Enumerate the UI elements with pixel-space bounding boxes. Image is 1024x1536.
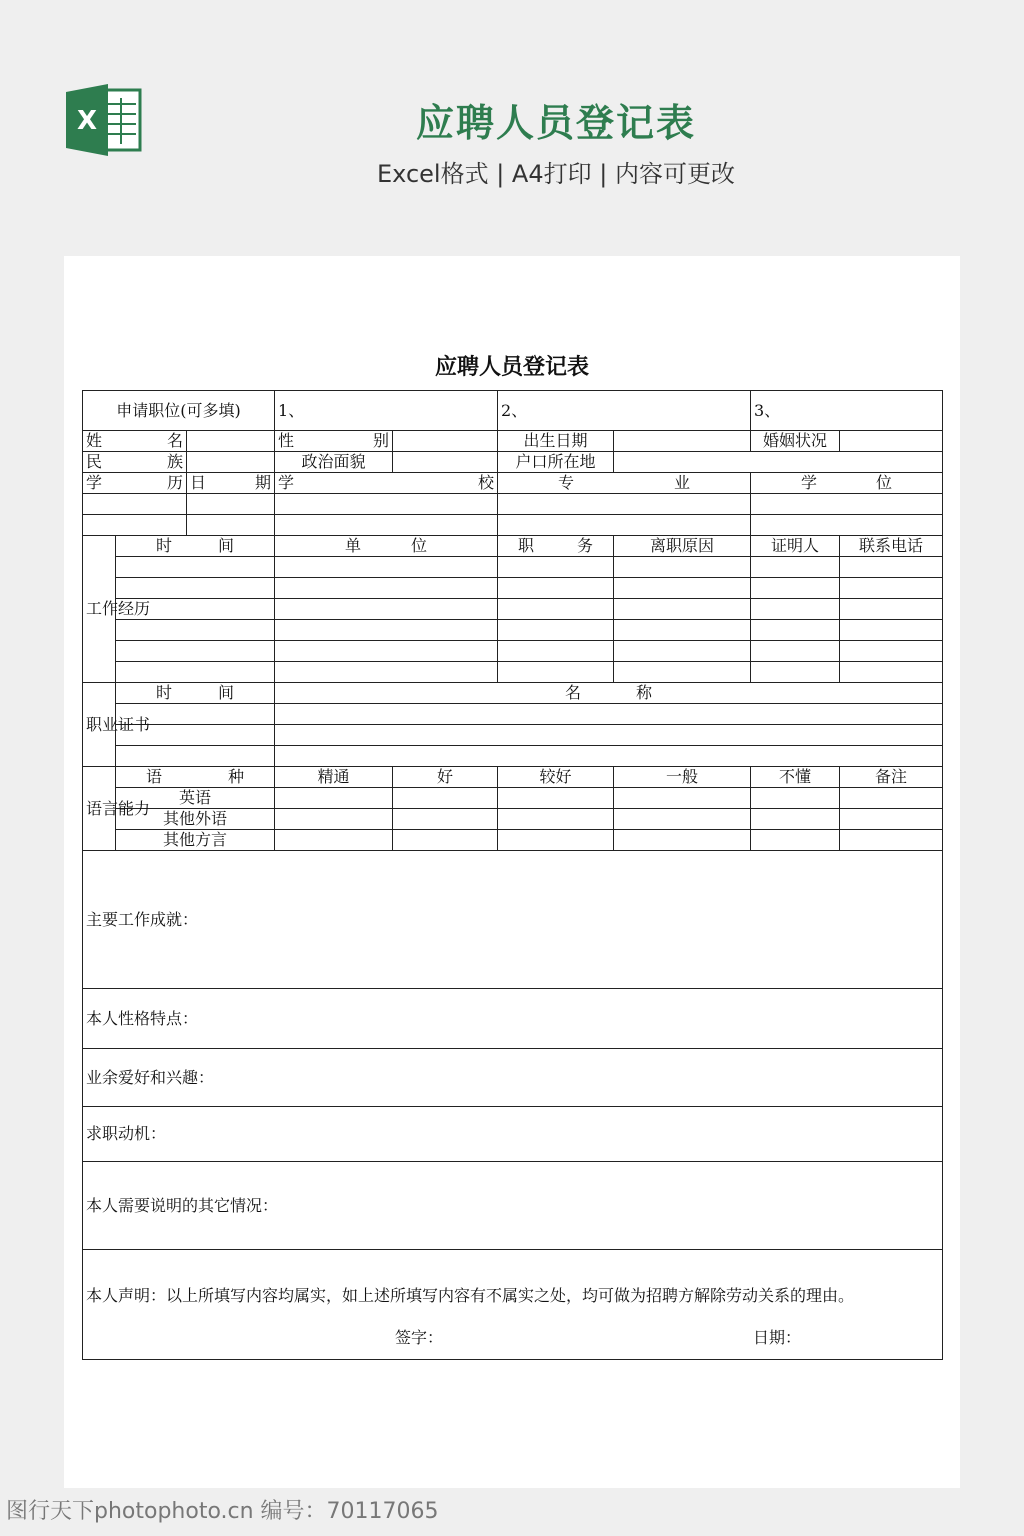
personality-label: 本人性格特点： xyxy=(86,1008,199,1028)
lang-type-header: 语种 xyxy=(116,767,275,788)
cert-section-label: 职业证书 xyxy=(83,683,116,767)
edu-title-header: 学位 xyxy=(751,473,943,494)
other-label: 本人需要说明的其它情况： xyxy=(86,1195,279,1215)
work-row xyxy=(83,578,943,599)
lang-general-header: 一般 xyxy=(614,767,751,788)
lang-row xyxy=(83,809,943,830)
personality-row xyxy=(83,989,943,1049)
cert-row xyxy=(83,725,943,746)
work-row xyxy=(83,641,943,662)
cert-name-header: 名称 xyxy=(275,683,943,704)
political-field[interactable] xyxy=(393,452,498,473)
other-row xyxy=(83,1162,943,1250)
ethnic-field[interactable] xyxy=(187,452,275,473)
birth-label: 出生日期 xyxy=(498,431,614,452)
personality-field[interactable] xyxy=(83,989,943,1049)
position-option-2[interactable]: 2、 xyxy=(498,391,751,431)
hukou-label: 户口所在地 xyxy=(498,452,614,473)
cert-time-header: 时间 xyxy=(116,683,275,704)
lang-good-header: 好 xyxy=(393,767,498,788)
declaration-text: 本人声明：以上所填写内容均属实，如上述所填写内容有不属实之处，均可做为招聘方解除劳动关系的理由。 xyxy=(86,1285,855,1305)
motivation-label: 求职动机： xyxy=(86,1124,167,1143)
page-subtitle: Excel格式 | A4打印 | 内容可更改 xyxy=(377,160,735,188)
major-header: 专业 xyxy=(498,473,751,494)
edu-date-header: 日期 xyxy=(187,473,275,494)
basic-row-2 xyxy=(83,452,943,473)
hobbies-label: 业余爱好和兴趣： xyxy=(86,1067,215,1087)
lang-row xyxy=(83,788,943,809)
lang-row-label: 英语 xyxy=(116,788,275,809)
gender-label: 性别 xyxy=(275,431,393,452)
page-header xyxy=(0,0,1024,240)
achievements-field[interactable] xyxy=(83,851,943,989)
work-row xyxy=(83,620,943,641)
lang-proficient-header: 精通 xyxy=(275,767,393,788)
motivation-row xyxy=(83,1107,943,1162)
marital-field[interactable] xyxy=(840,431,943,452)
work-unit-header: 单位 xyxy=(275,536,498,557)
lang-section-label: 语言能力 xyxy=(83,767,116,851)
lang-note-header: 备注 xyxy=(840,767,943,788)
work-time-header: 时间 xyxy=(116,536,275,557)
education-header xyxy=(83,473,943,494)
political-label: 政治面貌 xyxy=(275,452,393,473)
lang-row-label: 其他外语 xyxy=(116,809,275,830)
work-reason-header: 离职原因 xyxy=(614,536,751,557)
ethnic-label: 民族 xyxy=(83,452,187,473)
hobbies-field[interactable] xyxy=(83,1049,943,1107)
position-option-3[interactable]: 3、 xyxy=(751,391,943,431)
date-label[interactable]: 日期： xyxy=(753,1327,802,1347)
name-label: 姓名 xyxy=(83,431,187,452)
other-field[interactable] xyxy=(83,1162,943,1250)
hukou-field[interactable] xyxy=(614,452,943,473)
work-row xyxy=(83,557,943,578)
cert-row xyxy=(83,746,943,767)
form-title: 应聘人员登记表 xyxy=(434,354,589,380)
position-option-1[interactable]: 1、 xyxy=(275,391,498,431)
work-job-header: 职务 xyxy=(498,536,614,557)
work-phone-header: 联系电话 xyxy=(840,536,943,557)
achievements-label: 主要工作成就： xyxy=(86,909,199,929)
work-header xyxy=(83,536,943,557)
watermark: 图行天下photophoto.cn 编号：70117065 xyxy=(6,1499,439,1524)
sign-label[interactable]: 签字： xyxy=(394,1327,443,1347)
declaration-cell xyxy=(83,1250,943,1360)
education-row xyxy=(83,494,943,515)
lang-row-label: 其他方言 xyxy=(116,830,275,851)
hobbies-row xyxy=(83,1049,943,1107)
position-label: 申请职位(可多填) xyxy=(83,391,275,431)
marital-label: 婚姻状况 xyxy=(751,431,840,452)
page-title: 应聘人员登记表 xyxy=(415,101,696,145)
cert-row xyxy=(83,704,943,725)
logo-letter: X xyxy=(76,106,98,136)
basic-row-1 xyxy=(83,431,943,452)
lang-header xyxy=(83,767,943,788)
declaration-row xyxy=(83,1250,943,1360)
lang-fair-header: 较好 xyxy=(498,767,614,788)
lang-none-header: 不懂 xyxy=(751,767,840,788)
motivation-field[interactable] xyxy=(83,1107,943,1162)
work-row xyxy=(83,599,943,620)
cert-header xyxy=(83,683,943,704)
achievements-row xyxy=(83,851,943,989)
registration-form xyxy=(82,390,943,1360)
education-row xyxy=(83,515,943,536)
birth-field[interactable] xyxy=(614,431,751,452)
gender-field[interactable] xyxy=(393,431,498,452)
work-row xyxy=(83,662,943,683)
school-header: 学校 xyxy=(275,473,498,494)
name-field[interactable] xyxy=(187,431,275,452)
degree-header: 学历 xyxy=(83,473,187,494)
work-section-label: 工作经历 xyxy=(83,536,116,683)
position-row xyxy=(83,391,943,431)
work-witness-header: 证明人 xyxy=(751,536,840,557)
excel-icon xyxy=(66,84,144,156)
lang-row xyxy=(83,830,943,851)
